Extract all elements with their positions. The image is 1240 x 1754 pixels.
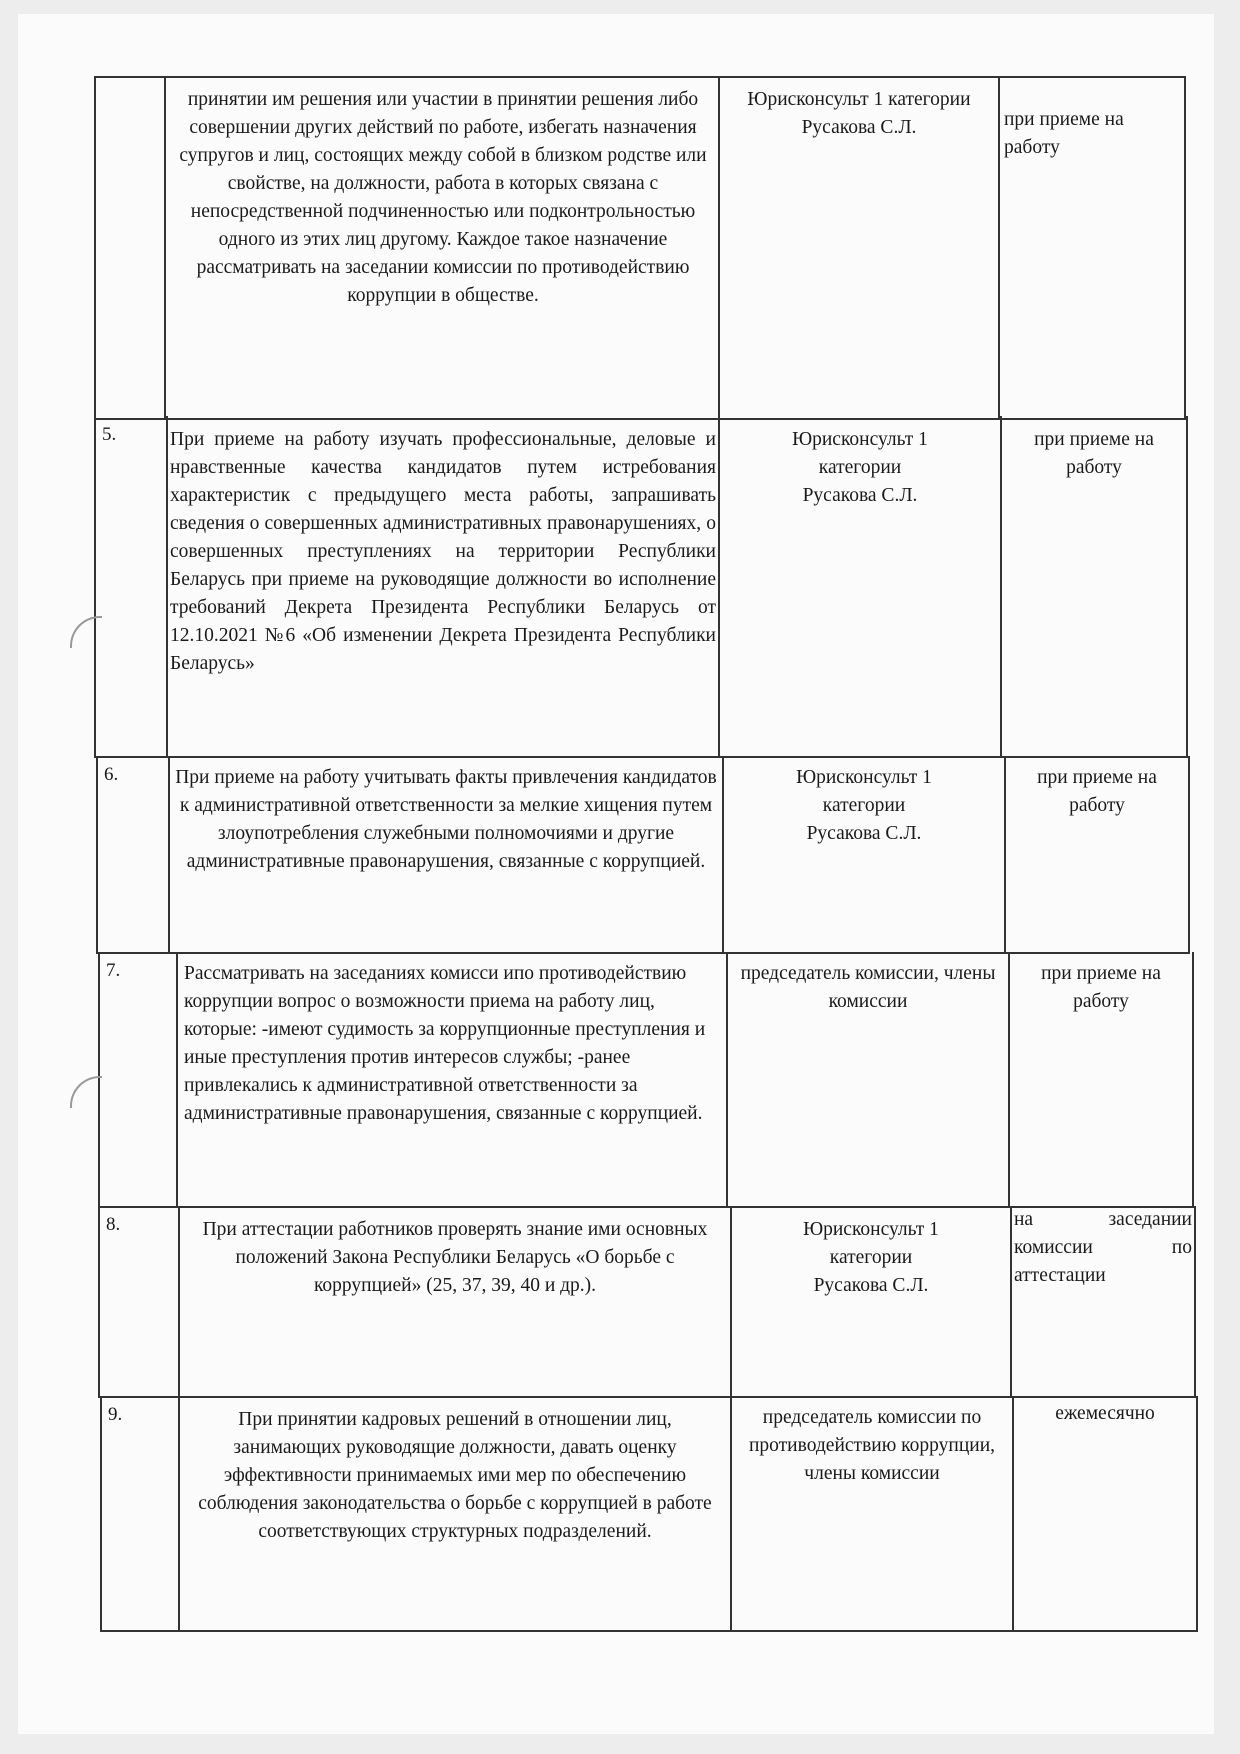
measure-cell	[168, 756, 722, 952]
term-text: при приеме на работу	[1004, 109, 1124, 158]
row-number: 8.	[106, 1214, 121, 1235]
measure-cell	[176, 952, 726, 1206]
term-text: при приеме на работу	[1037, 767, 1157, 816]
table-row	[94, 416, 1188, 758]
responsible-text: председатель комиссии, члены комиссии	[740, 963, 996, 1012]
row-number-cell	[94, 416, 166, 756]
measure-text: При аттестации работников проверять знание ими основных положений Закона Республики Беларусь «О борьбе с коррупцией» (25, 37, 39, 40 и др.).	[202, 1219, 708, 1296]
term-cell	[1012, 1396, 1198, 1630]
row-number-cell	[94, 78, 164, 418]
row-number: 5.	[102, 424, 117, 445]
document-page	[18, 14, 1214, 1734]
responsible-text: Юрисконсульт 1 категории Русакова С.Л.	[803, 1219, 939, 1296]
measure-text: При приеме на работу изучать профессиональные, деловые и нравственные качества кандидатов путем истребования характеристик с предыдущего места работы, запрашивать сведения о совершенных административных правонарушениях, о совершенных преступлениях на территории Республики Беларусь при приеме на руководящие должности во исполнение требований Декрета Президента Республики Беларусь от 12.10.2021 №6 «Об изменении Декрета Президента Республики Беларусь»	[170, 429, 716, 674]
responsible-cell	[718, 416, 1000, 756]
responsible-cell	[718, 78, 998, 418]
term-text: на заседании комиссии по аттестации	[1014, 1209, 1192, 1286]
measure-text: При приеме на работу учитывать факты привлечения кандидатов к административной ответственности за мелкие хищения путем злоупотребления служебными полномочиями и другие административные правонарушения, связанные с коррупцией.	[175, 767, 717, 872]
term-cell	[1000, 416, 1188, 756]
row-number-cell	[100, 1396, 178, 1630]
row-number-cell	[96, 756, 168, 952]
responsible-text: Юрисконсульт 1 категории Русакова С.Л.	[796, 767, 932, 844]
term-text: ежемесячно	[1055, 1403, 1155, 1424]
measure-text: При принятии кадровых решений в отношении лиц, занимающих руководящие должности, давать оценку эффективности принимаемых ими мер по обеспечению соблюдения законодательства о борьбе с коррупцией в работе соответствующих структурных подразделений.	[198, 1409, 712, 1542]
measures-table	[18, 14, 1214, 1734]
measure-text: Рассматривать на заседаниях комисси ипо противодействию коррупции вопрос о возможности приема на работу лиц, которые: -имеют судимость за коррупционные преступления и иные преступления против интересов службы; -ранее привлекались к административной ответственности за административные правонарушения, связанные с коррупцией.	[184, 963, 706, 1124]
row-number: 7.	[106, 960, 121, 981]
measure-cell	[178, 1396, 730, 1630]
responsible-cell	[730, 1206, 1010, 1396]
term-cell	[1010, 1206, 1196, 1396]
term-cell	[1004, 756, 1190, 952]
measure-text: принятии им решения или участии в принятии решения либо совершении других действий по работе, избегать назначения супругов и лиц, состоящих между собой в близком родстве или свойстве, на должности, работа в которых связана с непосредственной подчиненностью или подконтрольностью одного из этих лиц другому. Каждое такое назначение рассматривать на заседании комиссии по противодействию коррупции в обществе.	[179, 89, 707, 306]
measure-cell	[164, 78, 718, 418]
row-number-cell	[98, 952, 176, 1206]
table-row	[98, 952, 1194, 1208]
row-number	[96, 78, 164, 86]
term-cell	[1008, 952, 1194, 1206]
responsible-text: Юрисконсульт 1 категории Русакова С.Л.	[747, 89, 971, 138]
term-text: при приеме на работу	[1041, 963, 1161, 1012]
responsible-cell	[722, 756, 1004, 952]
row-number: 9.	[108, 1404, 123, 1425]
responsible-text: председатель комиссии по противодействию коррупции, члены комиссии	[748, 1407, 996, 1484]
row-number-cell	[98, 1206, 178, 1396]
responsible-cell	[730, 1396, 1012, 1630]
responsible-cell	[726, 952, 1008, 1206]
row-number: 6.	[104, 764, 119, 785]
term-text: при приеме на работу	[1034, 429, 1154, 478]
term-cell	[998, 78, 1186, 418]
responsible-text: Юрисконсульт 1 категории Русакова С.Л.	[792, 429, 928, 506]
measure-cell	[166, 416, 718, 756]
measure-cell	[178, 1206, 730, 1396]
table-row	[98, 1206, 1196, 1398]
table-row	[96, 756, 1190, 954]
table-row	[100, 1396, 1198, 1632]
table-row	[94, 76, 1186, 420]
